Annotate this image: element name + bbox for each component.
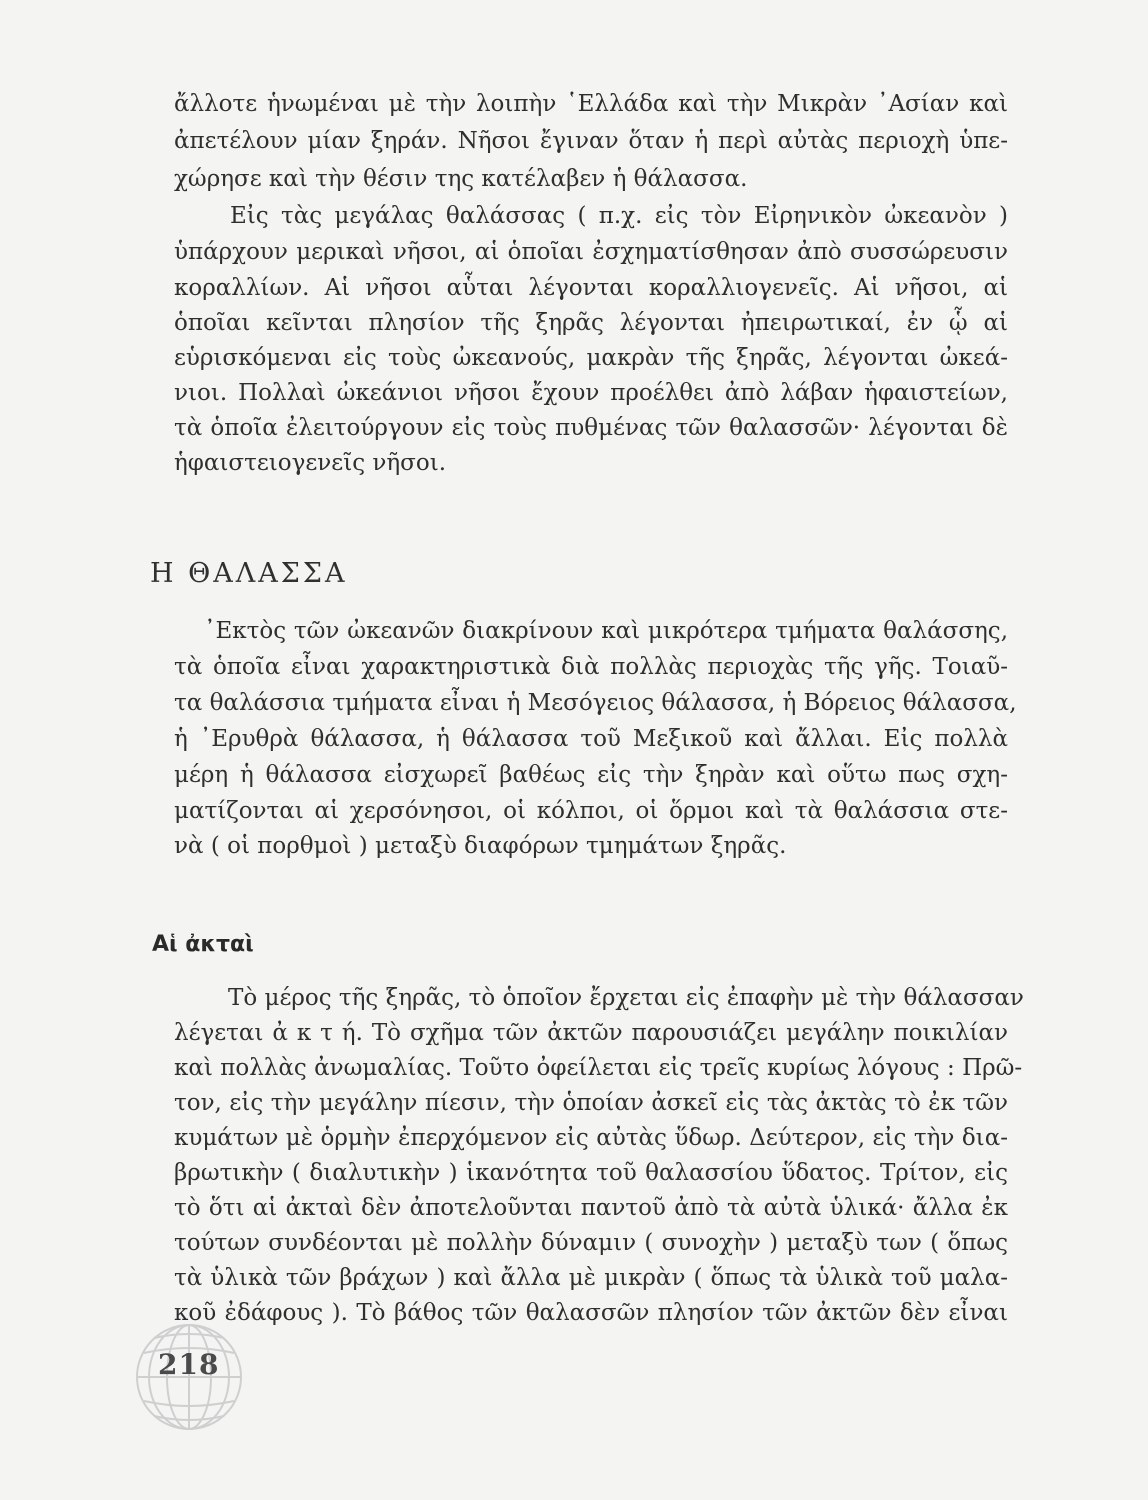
section-heading-coasts: Αἱ ἀκταὶ	[152, 932, 254, 957]
text-line: Εἰς τὰς μεγάλας θαλάσσας ( π.χ. εἰς τὸν Εἰρηνικὸν ὠκεανὸν )	[230, 203, 1008, 229]
section-heading-sea: Η ΘΑΛΑΣΣΑ	[150, 558, 348, 589]
text-line: τὰ ὁποῖα ἐλειτούργουν εἰς τοὺς πυθμένας τῶν θαλασσῶν· λέγονται δὲ	[174, 415, 1008, 441]
text-line: τὰ ὁποῖα εἶναι χαρακτηριστικὰ διὰ πολλὰς περιοχὰς τῆς γῆς. Τοιαῦ-	[174, 654, 1008, 680]
text-line: κοῦ ἐδάφους ). Τὸ βάθος τῶν θαλασσῶν πλησίον τῶν ἀκτῶν δὲν εἶναι	[174, 1300, 1008, 1326]
text-line: βρωτικὴν ( διαλυτικὴν ) ἱκανότητα τοῦ θαλασσίου ὕδατος. Τρίτον, εἰς	[174, 1160, 1008, 1186]
text-line: ὑπάρχουν μερικαὶ νῆσοι, αἱ ὁποῖαι ἐσχηματίσθησαν ἀπὸ συσσώρευσιν	[174, 239, 1008, 265]
text-line: καὶ πολλὰς ἀνωμαλίας. Τοῦτο ὀφείλεται εἰς τρεῖς κυρίως λόγους : Πρῶ-	[174, 1055, 1023, 1081]
text-line: νιοι. Πολλαὶ ὠκεάνιοι νῆσοι ἔχουν προέλθει ἀπὸ λάβαν ἡφαιστείων,	[174, 380, 1008, 406]
text-line: τὰ ὑλικὰ τῶν βράχων ) καὶ ἄλλα μὲ μικρὰν ( ὅπως τὰ ὑλικὰ τοῦ μαλα-	[174, 1265, 1008, 1291]
text-line: κοραλλίων. Αἱ νῆσοι αὗται λέγονται κοραλλιογενεῖς. Αἱ νῆσοι, αἱ	[174, 275, 1008, 301]
text-line: ὁποῖαι κεῖνται πλησίον τῆς ξηρᾶς λέγονται ἠπειρωτικαί, ἐν ᾧ αἱ	[174, 310, 1008, 336]
text-line: τον, εἰς τὴν μεγάλην πίεσιν, τὴν ὁποίαν ἀσκεῖ εἰς τὰς ἀκτὰς τὸ ἐκ τῶν	[174, 1090, 1008, 1116]
text-line: ματίζονται αἱ χερσόνησοι, οἱ κόλποι, οἱ ὅρμοι καὶ τὰ θαλάσσια στε-	[174, 798, 1008, 824]
text-line: ᾿Εκτὸς τῶν ὠκεανῶν διακρίνουν καὶ μικρότερα τμήματα θαλάσσης,	[204, 618, 1008, 644]
text-line: Τὸ μέρος τῆς ξηρᾶς, τὸ ὁποῖον ἔρχεται εἰς ἐπαφὴν μὲ τὴν θάλασσαν	[228, 985, 1024, 1011]
text-line: εὑρισκόμεναι εἰς τοὺς ὠκεανούς, μακρὰν τῆς ξηρᾶς, λέγονται ὠκεά-	[174, 345, 1008, 371]
text-line: χώρησε καὶ τὴν θέσιν της κατέλαβεν ἡ θάλασσα.	[174, 166, 748, 192]
text-line: τα θαλάσσια τμήματα εἶναι ἡ Μεσόγειος θάλασσα, ἡ Βόρειος θάλασσα,	[174, 690, 1017, 716]
text-line: νὰ ( οἱ πορθμοὶ ) μεταξὺ διαφόρων τμημάτων ξηρᾶς.	[174, 833, 787, 859]
text-line: τὸ ὅτι αἱ ἀκταὶ δὲν ἀποτελοῦνται παντοῦ ἀπὸ τὰ αὐτὰ ὑλικά· ἄλλα ἐκ	[174, 1195, 1008, 1221]
text-line: κυμάτων μὲ ὁρμὴν ἐπερχόμενον εἰς αὐτὰς ὕδωρ. Δεύτερον, εἰς τὴν δια-	[174, 1125, 1008, 1151]
text-line: ἡφαιστειογενεῖς νῆσοι.	[174, 450, 447, 476]
text-line: λέγεται ἀ κ τ ή. Τὸ σχῆμα τῶν ἀκτῶν παρουσιάζει μεγάλην ποικιλίαν	[174, 1020, 1008, 1046]
text-line: ἀπετέλουν μίαν ξηράν. Νῆσοι ἔγιναν ὅταν ἡ περὶ αὐτὰς περιοχὴ ὑπε-	[174, 128, 1008, 154]
text-line: ἡ ᾿Ερυθρὰ θάλασσα, ἡ θάλασσα τοῦ Μεξικοῦ καὶ ἄλλαι. Εἰς πολλὰ	[174, 726, 1008, 752]
page-number: 218	[158, 1348, 220, 1381]
text-line: ἄλλοτε ἡνωμέναι μὲ τὴν λοιπὴν ῾Ελλάδα καὶ τὴν Μικρὰν ᾿Ασίαν καὶ	[174, 91, 1008, 117]
text-line: τούτων συνδέονται μὲ πολλὴν δύναμιν ( συνοχὴν ) μεταξὺ των ( ὅπως	[174, 1230, 1008, 1256]
text-line: μέρη ἡ θάλασσα εἰσχωρεῖ βαθέως εἰς τὴν ξηρὰν καὶ οὕτω πως σχη-	[174, 762, 1008, 788]
